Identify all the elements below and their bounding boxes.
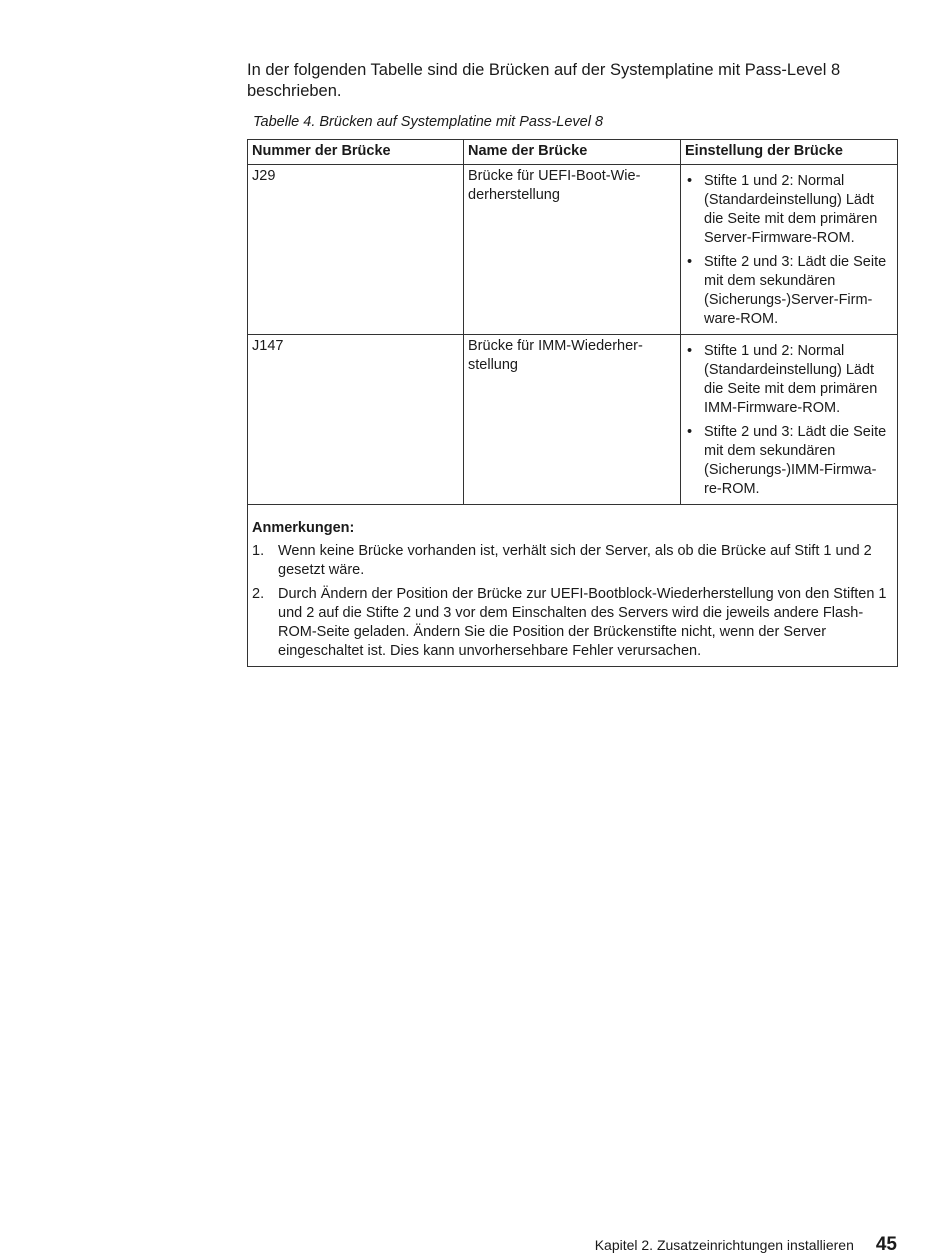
page-footer xyxy=(595,1234,897,1256)
bullet-marker: • xyxy=(687,254,693,270)
setting-text: Stifte 2 und 3: Lädt die Seite mit dem sekundären (Sicherungs-)Server-Firm-ware-ROM. xyxy=(704,254,887,327)
intro-paragraph: In der folgenden Tabelle sind die Brücken auf der Systemplatine mit Pass-Level 8 beschrieben. xyxy=(247,61,841,100)
notes-cell xyxy=(248,505,898,667)
jumper-table xyxy=(247,139,898,667)
header-jumper-number: Nummer der Brücke xyxy=(248,140,464,165)
note-number: 1. xyxy=(252,543,265,559)
page-number: 45 xyxy=(875,1234,897,1255)
notes-title: Anmerkungen: xyxy=(252,520,355,536)
setting-item xyxy=(685,423,893,499)
setting-item xyxy=(685,172,893,248)
notes-list xyxy=(252,542,893,661)
table-row xyxy=(248,335,898,505)
setting-list xyxy=(685,342,893,499)
table-header-row xyxy=(248,140,898,165)
setting-text: Stifte 1 und 2: Normal (Standardeinstellung) Lädt die Seite mit dem primären Server-Firmware-ROM. xyxy=(704,173,878,246)
table-row xyxy=(248,165,898,335)
header-jumper-name: Name der Brücke xyxy=(464,140,681,165)
jumper-setting-cell xyxy=(681,335,898,505)
jumper-number-cell: J147 xyxy=(248,335,464,505)
table-notes-row xyxy=(248,505,898,667)
bullet-marker: • xyxy=(687,343,693,359)
bullet-marker: • xyxy=(687,424,693,440)
note-number: 2. xyxy=(252,586,265,602)
note-text: Wenn keine Brücke vorhanden ist, verhält sich der Server, als ob die Brücke auf Stift 1 und 2 gesetzt wäre. xyxy=(278,543,872,578)
jumper-setting-cell xyxy=(681,165,898,335)
note-item xyxy=(252,542,893,580)
jumper-name-cell: Brücke für UEFI-Boot-Wie-derherstellung xyxy=(464,165,681,335)
setting-list xyxy=(685,172,893,329)
header-jumper-setting: Einstellung der Brücke xyxy=(681,140,898,165)
setting-item xyxy=(685,253,893,329)
jumper-name-cell: Brücke für IMM-Wiederher-stellung xyxy=(464,335,681,505)
table-caption: Tabelle 4. Brücken auf Systemplatine mit Pass-Level 8 xyxy=(253,114,604,130)
setting-item xyxy=(685,342,893,418)
chapter-title: Kapitel 2. Zusatzeinrichtungen installieren xyxy=(594,1237,854,1253)
note-text: Durch Ändern der Position der Brücke zur UEFI-Bootblock-Wiederherstellung von den Stiften 1 und 2 auf die Stifte 2 und 3 vor dem Einschalten des Servers wird die jeweils andere Flash-ROM-Seite geladen. Ändern Sie die Position der Brückenstifte nicht, wenn der Server eingeschaltet ist. Dies kann unvorhersehbare Fehler verursachen. xyxy=(278,586,887,659)
jumper-number-cell: J29 xyxy=(248,165,464,335)
setting-text: Stifte 2 und 3: Lädt die Seite mit dem sekundären (Sicherungs-)IMM-Firmwa-re-ROM. xyxy=(704,424,887,497)
bullet-marker: • xyxy=(687,173,693,189)
setting-text: Stifte 1 und 2: Normal (Standardeinstellung) Lädt die Seite mit dem primären IMM-Firmware-ROM. xyxy=(704,343,878,416)
note-item xyxy=(252,585,893,661)
